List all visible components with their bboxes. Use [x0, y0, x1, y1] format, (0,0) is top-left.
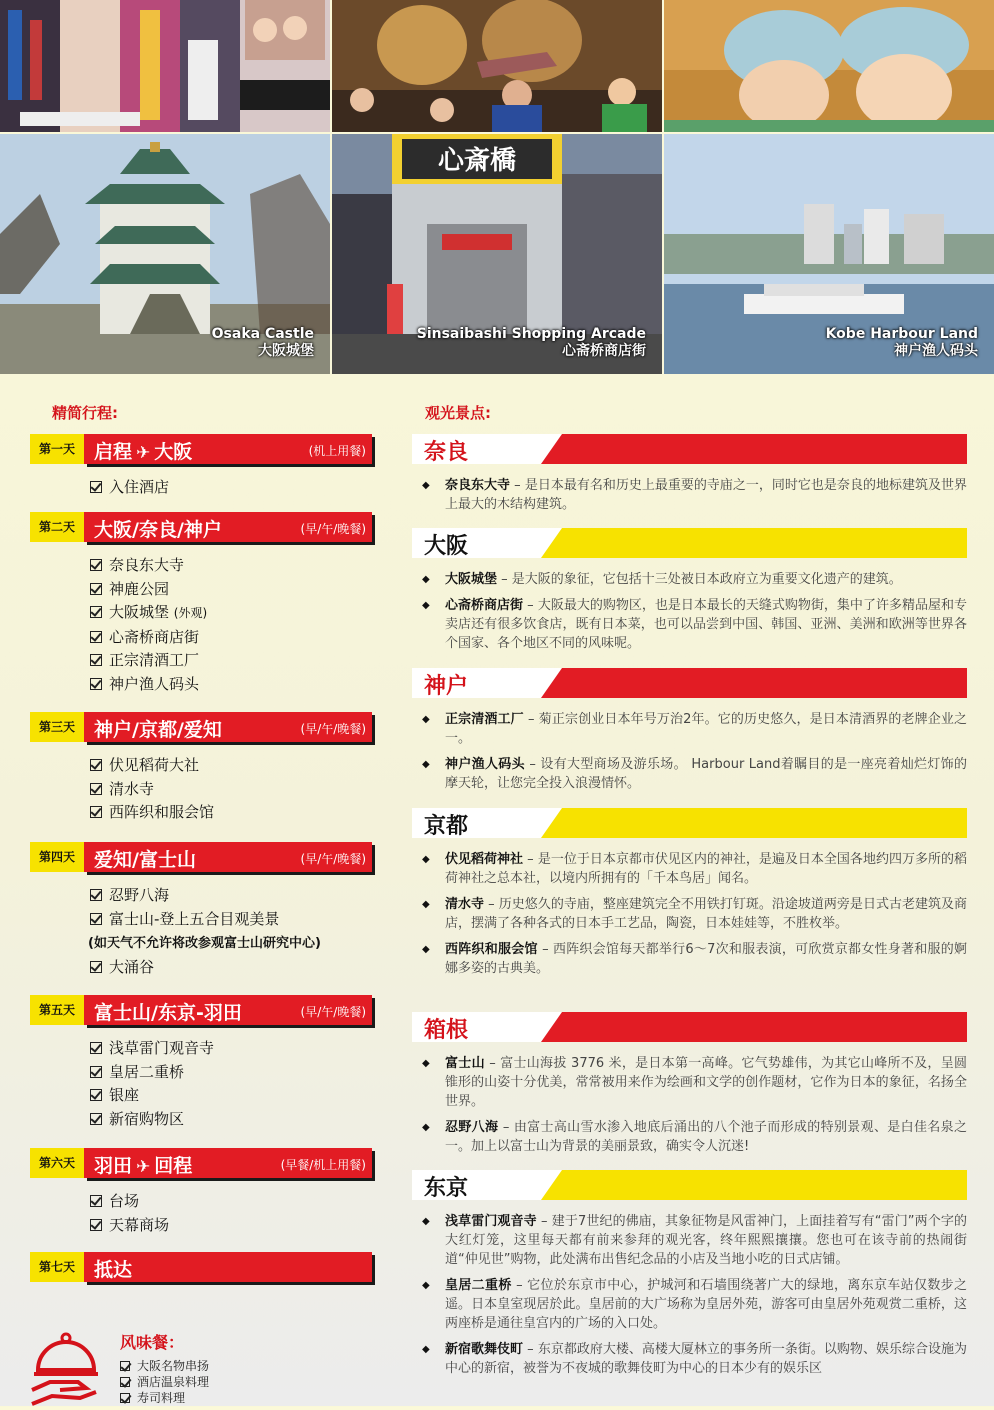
day-title: 神户/京都/爱知 — [94, 719, 222, 741]
list-item — [90, 931, 374, 956]
region-entries — [412, 476, 967, 514]
day-bar — [84, 995, 372, 1025]
svg-text:心斎橋: 心斎橋 — [437, 146, 517, 176]
day-label: 第五天 — [30, 995, 84, 1025]
list-item: 皇居二重桥 — [90, 1061, 374, 1085]
caption-osaka-castle — [212, 326, 314, 360]
region-header — [412, 528, 967, 562]
checkbox-icon — [90, 481, 102, 493]
list-item: ◆ 富士山 – 富士山海拔 3776 米，是日本第一高峰。它气势雄伟，为其它山峰所不及，呈圆锥形的山姿十分优美，常常被用来作为绘画和文学的创作题材，它作为日本的象征，名扬全世界。 — [412, 1054, 967, 1111]
list-item: 入住酒店 — [90, 476, 374, 500]
region-header — [412, 808, 967, 842]
day-header — [30, 712, 374, 746]
checkbox-icon — [90, 606, 102, 618]
checkbox-icon — [90, 559, 102, 571]
list-item: 忍野八海 — [90, 884, 374, 908]
list-item: ◆ 皇居二重桥 – 它位於东京市中心，护城河和石墙围绕著广大的绿地，离东京车站仅数步之遥。日本皇室现居於此。皇居前的大广场称为皇居外苑，游客可由皇居外苑观赏二重桥，这两座桥是通往皇宫内的广场的入口处。 — [412, 1276, 967, 1333]
region-header — [412, 1170, 967, 1204]
checkbox-icon — [90, 1219, 102, 1231]
photo-tuna-show — [332, 0, 662, 132]
photo-grid — [0, 0, 994, 374]
list-item: 天幕商场 — [90, 1214, 374, 1238]
region-title: 神户 — [424, 674, 469, 699]
day-title-to: 大阪 — [154, 441, 193, 463]
day-meal: (机上用餐) — [308, 444, 366, 458]
caption-cn: 神户渔人码头 — [894, 343, 978, 359]
checkbox-icon — [120, 1393, 130, 1403]
list-item: ◆ 心斋桥商店街 – 大阪最大的购物区，也是日本最长的天缝式购物街，集中了许多精品屋和专卖店还有很多饮食店，既有日本菜，也可以品尝到中国、韩国、亚洲、美洲和欧洲等世界各个国家、各个地区不同的风味呢。 — [412, 596, 967, 653]
day-title: 富士山/东京-羽田 — [94, 1002, 242, 1024]
list-item: ◆ 神户渔人码头 – 设有大型商场及游乐场。 Harbour Land着瞩目的是一座亮着灿烂灯饰的摩天轮，让您完全投入浪漫情怀。 — [412, 755, 967, 793]
region-entries — [412, 1212, 967, 1378]
day-items — [90, 754, 374, 825]
checkbox-icon — [90, 1089, 102, 1101]
list-item: 台场 — [90, 1190, 374, 1214]
region-title: 大阪 — [424, 534, 469, 559]
checkbox-icon — [90, 1195, 102, 1207]
item-note: (外观) — [173, 606, 208, 620]
list-item: ◆ 奈良东大寺 – 是日本最有名和历史上最重要的寺庙之一，同时它也是奈良的地标建筑及世界上最大的木结构建筑。 — [412, 476, 967, 514]
region-title: 京都 — [424, 814, 469, 839]
caption-kobe-harbour — [826, 326, 978, 360]
checkbox-icon — [90, 913, 102, 925]
list-item: 神户渔人码头 — [90, 673, 374, 697]
list-item: 银座 — [90, 1084, 374, 1108]
region-title: 东京 — [424, 1176, 469, 1201]
region-entries — [412, 570, 967, 653]
day-title: 抵达 — [94, 1259, 133, 1281]
day-meal: (早/午/晚餐) — [300, 722, 366, 736]
region-title: 奈良 — [424, 440, 469, 465]
photo-kobe-harbour — [664, 134, 994, 374]
day-header — [30, 434, 374, 468]
caption-en: Osaka Castle — [211, 326, 314, 342]
caption-cn: 心斋桥商店街 — [562, 343, 646, 359]
food-items — [120, 1358, 209, 1406]
day-bar — [84, 512, 372, 542]
checkbox-icon — [90, 961, 102, 973]
checkbox-icon — [90, 583, 102, 595]
day-meal: (早/午/晚餐) — [300, 1005, 366, 1019]
day-label: 第七天 — [30, 1252, 84, 1282]
day-items — [90, 1190, 374, 1237]
list-item: 大涌谷 — [90, 956, 374, 980]
day-bar — [84, 1252, 372, 1282]
checkbox-icon — [90, 783, 102, 795]
day-1 — [30, 434, 374, 500]
airplane-icon: ✈ — [136, 1157, 151, 1177]
day-header — [30, 512, 374, 546]
day-items — [90, 1037, 374, 1131]
caption-en: Sinsaibashi Shopping Arcade — [416, 326, 646, 342]
day-header — [30, 995, 374, 1029]
checkbox-icon — [90, 678, 102, 690]
list-item: 西阵织和服会馆 — [90, 801, 374, 825]
day-meal: (早餐/机上用餐) — [280, 1158, 366, 1172]
photo-onsen-kids — [664, 0, 994, 132]
day-label: 第一天 — [30, 434, 84, 464]
list-item: ◆ 清水寺 – 历史悠久的寺庙，整座建筑完全不用铁打钉斑。沿途坡道两旁是日式古老建筑及商店，摆满了各种各式的日本手工艺品，陶瓷，日本娃娃等，不胜枚举。 — [412, 895, 967, 933]
airplane-icon: ✈ — [136, 443, 151, 463]
day-title — [94, 1151, 192, 1178]
day-title — [94, 437, 192, 464]
itinerary-title: 精简行程: — [52, 404, 118, 422]
list-item: ◆ 忍野八海 – 由富士高山雪水渗入地底后涌出的八个池子而形成的特别景观、是白佳名泉之一。加上以富士山为背景的美丽景致，确实令人沉迷! — [412, 1118, 967, 1156]
caption-shinsaibashi — [417, 326, 646, 360]
region-nara — [412, 434, 967, 521]
caption-cn: 大阪城堡 — [258, 343, 314, 359]
region-kobe — [412, 668, 967, 800]
day-header — [30, 842, 374, 876]
region-header — [412, 434, 967, 468]
checkbox-icon — [120, 1361, 130, 1371]
list-item: 酒店温泉料理 — [120, 1374, 209, 1390]
list-item: 伏见稻荷大社 — [90, 754, 374, 778]
day-title: 大阪/奈良/神户 — [94, 519, 222, 541]
list-item: 奈良东大寺 — [90, 554, 374, 578]
region-header — [412, 1012, 967, 1046]
list-item: ◆ 大阪城堡 – 是大阪的象征，它包括十三处被日本政府立为重要文化遗产的建筑。 — [412, 570, 967, 589]
photo-osaka-castle — [0, 134, 330, 374]
list-item: 神鹿公园 — [90, 578, 374, 602]
list-item: ◆ 新宿歌舞伎町 – 东京都政府大楼、高楼大厦林立的事务所一条街。以购物、娱乐综合设施为中心的新宿，被誉为不夜城的歌舞伎町为中心的日本少有的娱乐区 — [412, 1340, 967, 1378]
region-entries — [412, 850, 967, 978]
day-header — [30, 1148, 374, 1182]
specialty-meals — [30, 1330, 210, 1410]
checkbox-icon — [90, 1042, 102, 1054]
photo-shinsaibashi — [332, 134, 662, 374]
day-3 — [30, 712, 374, 825]
day-label: 第三天 — [30, 712, 84, 742]
list-item: 寿司料理 — [120, 1390, 209, 1406]
day-meal: (早/午/晚餐) — [300, 852, 366, 866]
day-2 — [30, 512, 374, 696]
day-bar — [84, 712, 372, 742]
checkbox-icon — [90, 631, 102, 643]
day-label: 第四天 — [30, 842, 84, 872]
list-item: 心斋桥商店街 — [90, 626, 374, 650]
day-5 — [30, 995, 374, 1131]
list-item: ◆ 西阵织和服会馆 – 西阵织会馆每天都举行6～7次和服表演，可欣赏京都女性身著和服的婀娜多姿的古典美。 — [412, 940, 967, 978]
day-title-to: 回程 — [154, 1155, 193, 1177]
day-label: 第二天 — [30, 512, 84, 542]
day-bar — [84, 434, 372, 464]
day-bar — [84, 1148, 372, 1178]
caption-en: Kobe Harbour Land — [825, 326, 978, 342]
list-item: ◆ 伏见稻荷神社 – 是一位于日本京都市伏见区内的神社，是遍及日本全国各地约四万多所的稻荷神社之总本社，以境内所拥有的「千本鸟居」闻名。 — [412, 850, 967, 888]
day-title-from: 启程 — [94, 441, 133, 463]
checkbox-icon — [90, 759, 102, 771]
day-6 — [30, 1148, 374, 1237]
region-entries — [412, 710, 967, 793]
checkbox-icon — [90, 654, 102, 666]
day-header — [30, 1252, 374, 1286]
region-hakone — [412, 1012, 967, 1163]
checkbox-icon — [90, 1113, 102, 1125]
day-meal: (早/午/晚餐) — [300, 522, 366, 536]
food-title: 风味餐： — [120, 1333, 185, 1352]
weather-note: (如天气不允许将改参观富士山研究中心) — [88, 936, 321, 951]
day-title-from: 羽田 — [94, 1155, 133, 1177]
list-item: 大阪名物串扬 — [120, 1358, 209, 1374]
list-item: 清水寺 — [90, 778, 374, 802]
list-item: 富士山-登上五合目观美景 — [90, 908, 374, 932]
region-tokyo — [412, 1170, 967, 1385]
checkbox-icon — [90, 889, 102, 901]
list-item: 浅草雷门观音寺 — [90, 1037, 374, 1061]
day-bar — [84, 842, 372, 872]
day-items — [90, 476, 374, 500]
list-item: 大阪城堡 (外观) — [90, 601, 374, 626]
list-item: ◆ 正宗清酒工厂 – 菊正宗创业日本年号万治2年。它的历史悠久，是日本清酒界的老牌企业之一。 — [412, 710, 967, 748]
day-items — [90, 884, 374, 979]
list-item: ◆ 浅草雷门观音寺 – 建于7世纪的佛庙，其象征物是风雷神门，上面挂着写有“雷门”两个字的大红灯笼，这里每天都有前来参拜的观光客，终年熙熙攘攘。您也可在该寺前的热闹街道“仲见世”购物，此处满布出售纪念品的小店及当地小吃的日式店铺。 — [412, 1212, 967, 1269]
list-item: 正宗清酒工厂 — [90, 649, 374, 673]
list-item: 新宿购物区 — [90, 1108, 374, 1132]
region-kyoto — [412, 808, 967, 985]
region-entries — [412, 1054, 967, 1156]
day-7 — [30, 1252, 374, 1286]
photo-osaka-street — [0, 0, 330, 132]
checkbox-icon — [120, 1377, 130, 1387]
day-items — [90, 554, 374, 696]
sights-title: 观光景点: — [425, 404, 491, 422]
food-cloche-icon — [30, 1330, 110, 1406]
day-label: 第六天 — [30, 1148, 84, 1178]
day-title: 爱知/富士山 — [94, 849, 196, 871]
day-4 — [30, 842, 374, 979]
region-header — [412, 668, 967, 702]
checkbox-icon — [90, 806, 102, 818]
checkbox-icon — [90, 1066, 102, 1078]
region-osaka — [412, 528, 967, 660]
region-title: 箱根 — [424, 1018, 469, 1043]
